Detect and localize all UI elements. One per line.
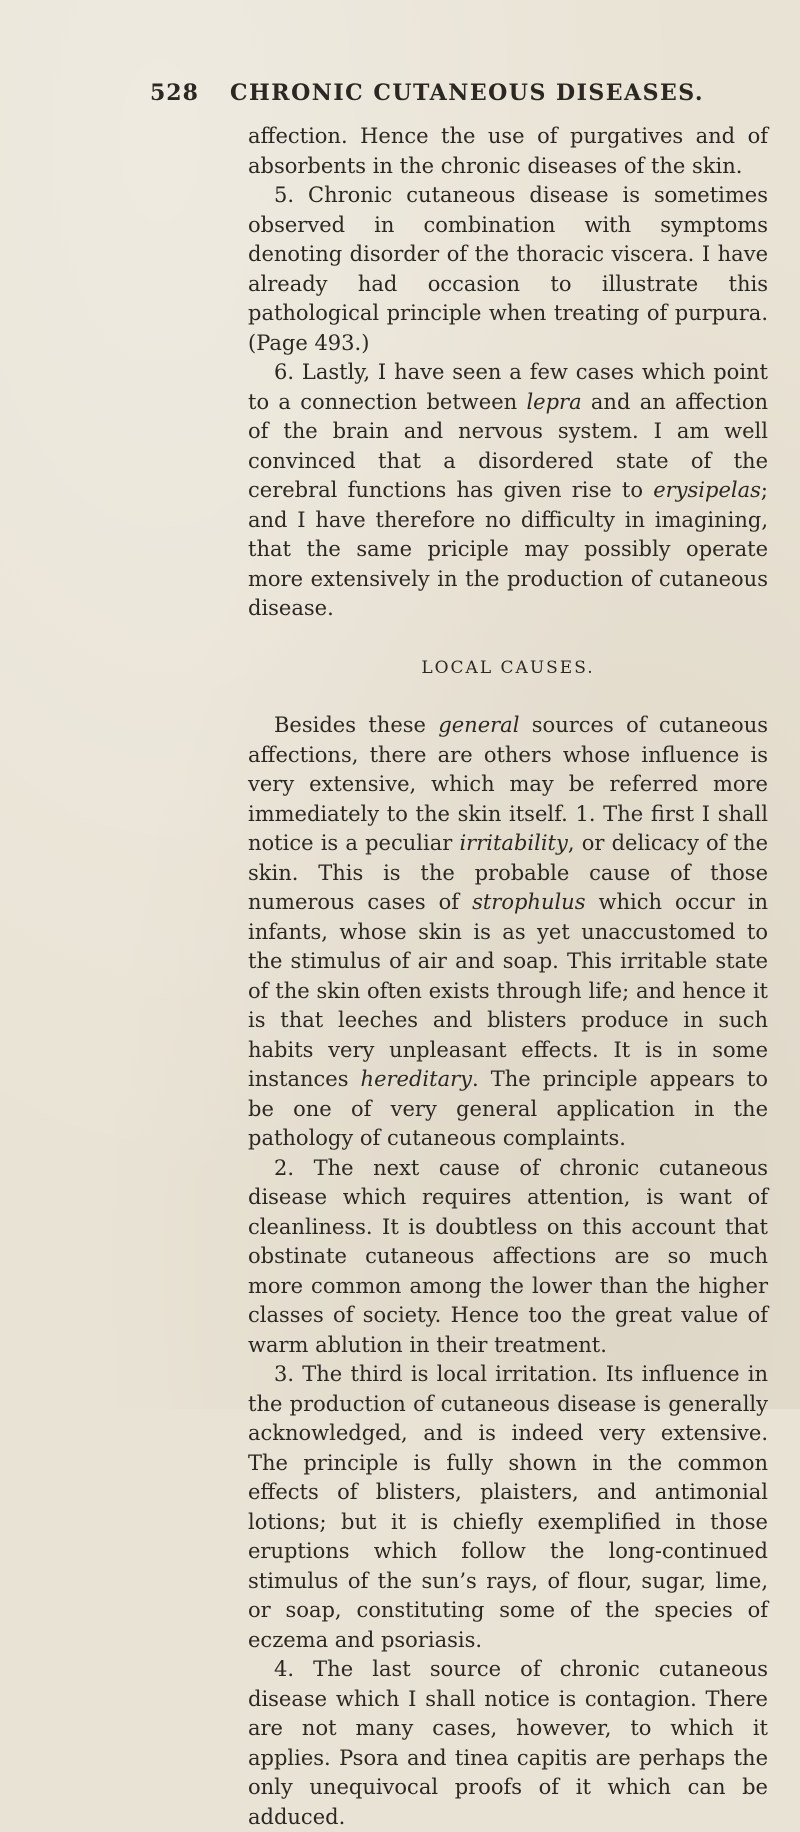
paragraph: [248, 711, 768, 1154]
paragraph: [248, 1154, 768, 1361]
text-run: affection. Hence the use of purgatives and of absorbents in the chronic diseases of the skin.: [248, 124, 768, 178]
italic-text: lepra: [526, 389, 582, 414]
paragraph: [248, 1655, 768, 1832]
top-paragraphs: [248, 122, 768, 624]
text-run: 5. Chronic cutaneous disease is sometimes observed in combination with symptoms denoting disorder of the thoracic viscera. I have already had occasion to illustrate this pathological principle when treating of purpura. (Page 493.): [248, 183, 768, 355]
text-run: , or delicacy of the skin. This is the probable cause of those numerous cases of: [248, 831, 769, 914]
italic-text: general: [438, 713, 520, 737]
italic-text: hereditary: [360, 1067, 472, 1091]
text-run: 6. Lastly, I have seen a few cases which point to a connection between: [248, 360, 768, 414]
paragraph: [248, 1360, 768, 1655]
section-heading: LOCAL CAUSES.: [421, 657, 595, 678]
text-run: and an affection of the brain and nervous system. I am well convinced that a disordered state of the cerebral functions has given rise to: [248, 389, 769, 502]
body-text: [248, 122, 768, 1832]
paragraph: [248, 358, 768, 624]
italic-text: erysipelas: [653, 478, 761, 502]
text-run: sources of cutaneous affections, there are others whose influence is very extensive, which may be referred more immediately to the skin itself. 1. The first I shall notice is a peculiar: [248, 713, 768, 855]
text-run: 2. The next cause of chronic cutaneous disease which requires attention, is want of cleanliness. It is doubtless on this account that obstinate cutaneous affections are so much more common among the lower than the higher classes of society. Hence too the great value of warm ablution in their treatment.: [248, 1155, 768, 1357]
page-header: [150, 80, 750, 120]
running-head: CHRONIC CUTANEOUS DISEASES.: [230, 80, 705, 106]
text-run: 3. The third is local irritation. Its influence in the production of cutaneous disease is generally acknowledged, and is indeed very extensive. The principle is fully shown in the common effects of blisters, plaisters, and antimonial lotions; but it is chiefly exemplified in those eruptions which follow the long-continued stimulus of the sun’s rays, of flour, sugar, lime, or soap, constituting some of the species of eczema and psoriasis.: [248, 1362, 768, 1652]
paragraph: [248, 181, 768, 358]
italic-text: strophulus: [472, 890, 586, 914]
paragraph: [248, 122, 768, 181]
text-run: which occur in infants, whose skin is as yet unaccustomed to the stimulus of air and soap. This irritable state of the skin often exists through life; and hence it is that leeches and blisters produce in such habits very unpleasant effects. It is in some instances: [248, 890, 768, 1091]
text-run: 4. The last source of chronic cutaneous disease which I shall notice is contagion. There are not many cases, however, to which it applies. Psora and tinea capitis are perhaps the only unequivocal proofs of it which can be adduced.: [248, 1657, 768, 1829]
text-run: . The principle appears to be one of very general application in the pathology of cutaneous complaints.: [248, 1067, 768, 1150]
italic-text: irritability: [459, 831, 568, 855]
page-number: 528: [150, 80, 199, 106]
bottom-paragraphs: [248, 711, 768, 1832]
text-run: Besides these: [274, 713, 439, 737]
text-run: ; and I have therefore no difficulty in imagining, that the same priciple may possibly operate more extensively in the production of cutaneous disease.: [248, 478, 768, 620]
